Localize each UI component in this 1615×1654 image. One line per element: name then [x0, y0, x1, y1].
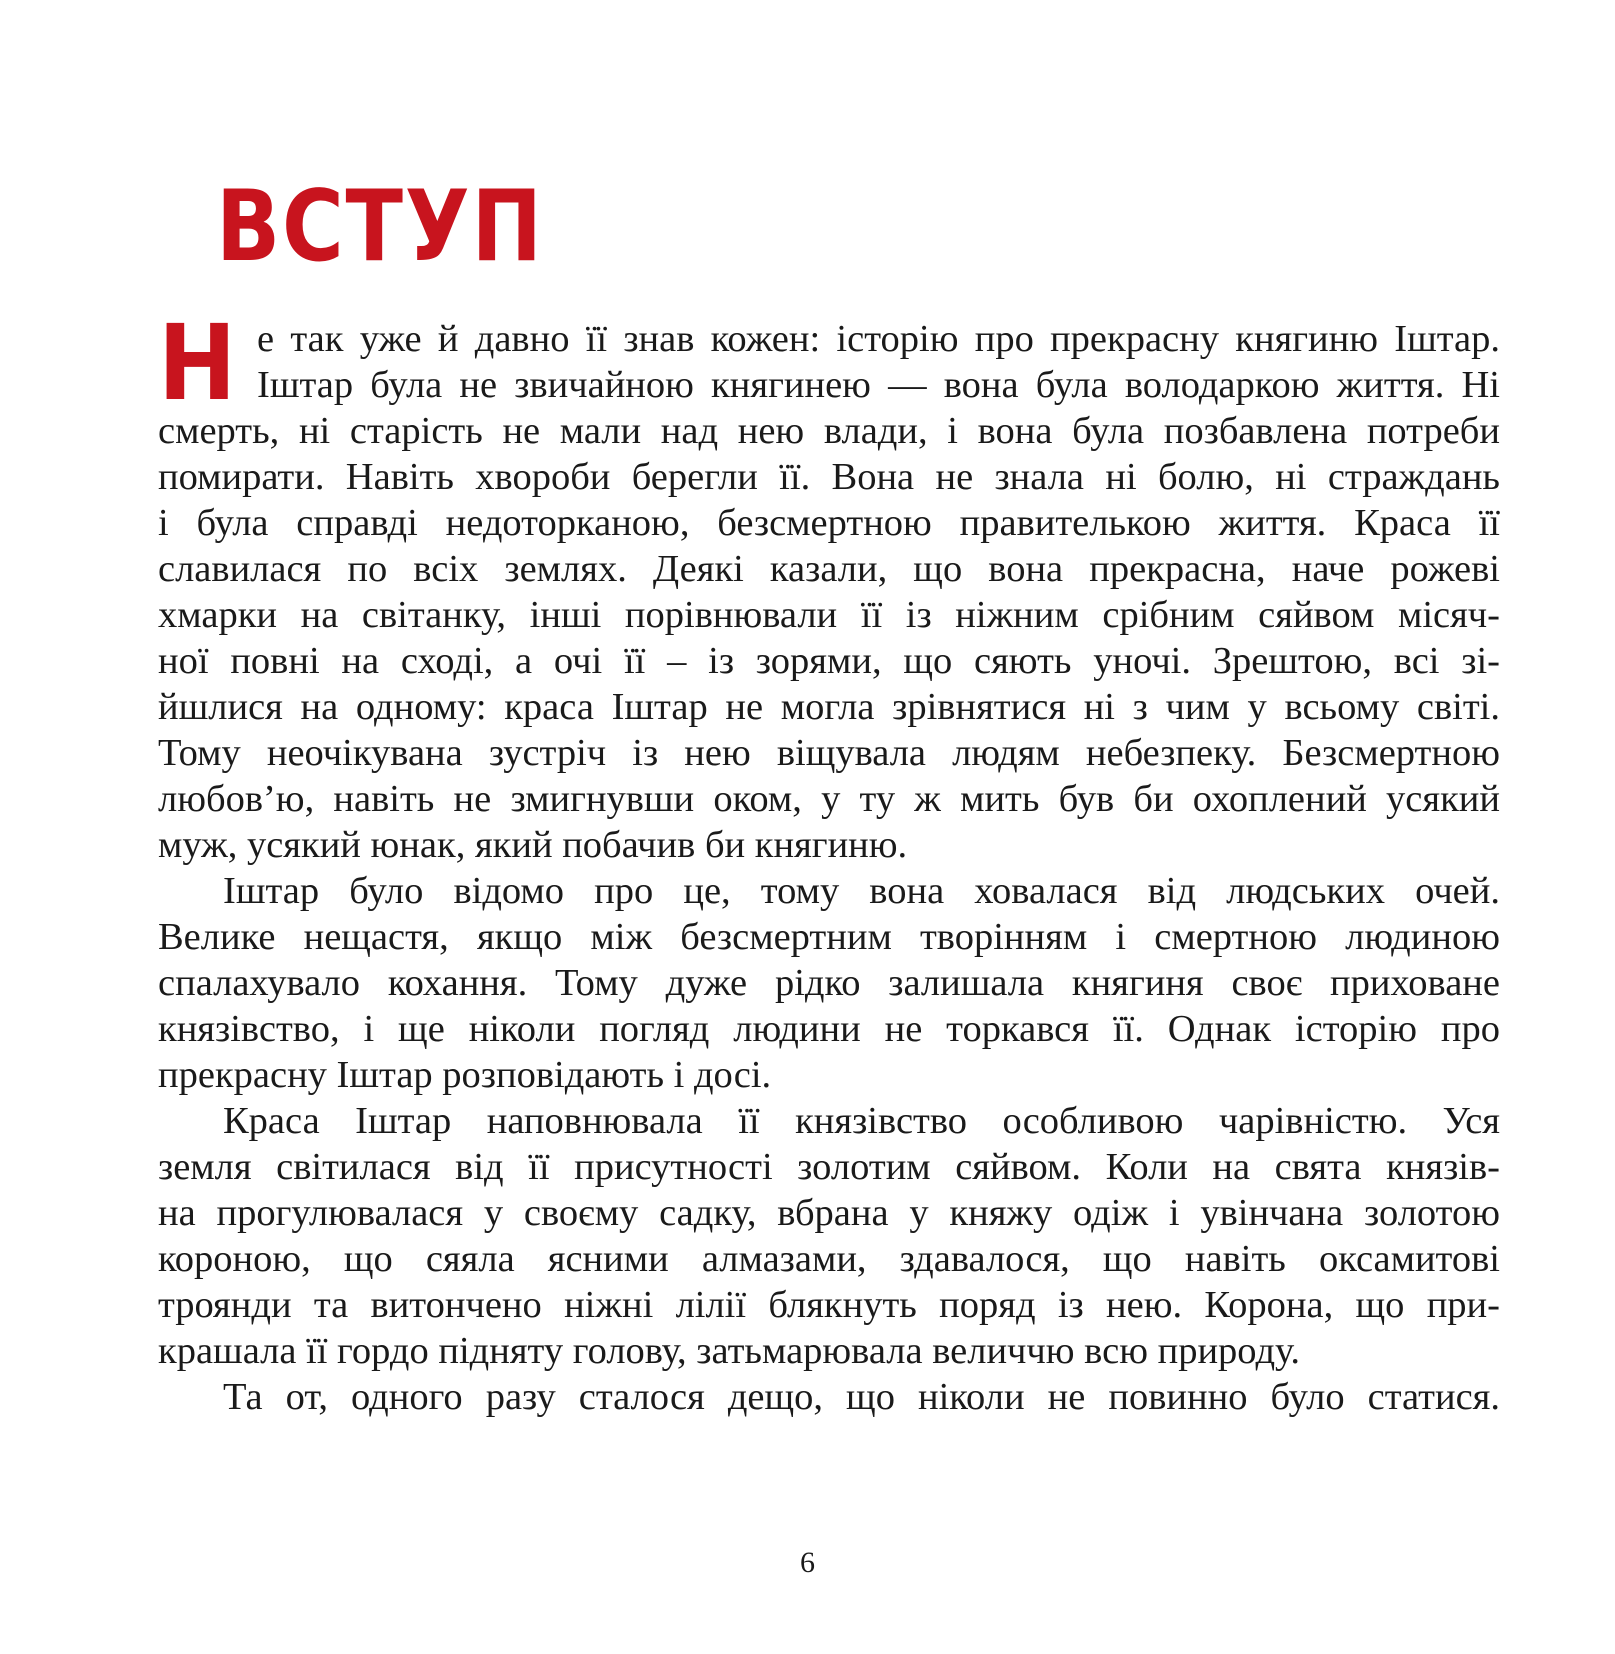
- text-line: е так уже й давно її знав кожен: історію про прекрасну княгиню Іштар.: [257, 318, 1500, 360]
- text-line: Іштар було відомо про це, тому вона ховалася від людських очей.: [223, 870, 1500, 912]
- chapter-title: ВСТУП: [216, 170, 544, 284]
- text-line: Велике нещастя, якщо між безсмертним творінням і смертною людиною: [158, 916, 1500, 958]
- text-line: троянди та витончено ніжні лілії блякнуть поряд із нею. Корона, що при-: [158, 1284, 1500, 1326]
- text-line: помирати. Навіть хвороби берегли її. Вона не знала ні болю, ні страждань: [158, 456, 1500, 498]
- text-line: прекрасну Іштар розповідають і досі.: [158, 1054, 772, 1096]
- text-line: ної повні на сході, а очі її – із зорями, що сяють уночі. Зрештою, всі зі-: [158, 640, 1500, 682]
- text-line: смерть, ні старість не мали над нею влади, і вона була позбавлена потреби: [158, 410, 1500, 452]
- text-line: крашала її гордо підняту голову, затьмарювала величчю всю природу.: [158, 1330, 1301, 1372]
- paragraph-4: [158, 1374, 1500, 1420]
- text-line: на прогулювалася у своєму садку, вбрана у княжу одіж і увінчана золотою: [158, 1192, 1500, 1234]
- text-line: земля світилася від її присутності золотим сяйвом. Коли на свята князів-: [158, 1146, 1500, 1188]
- paragraph-2: [158, 868, 1500, 1098]
- text-line: хмарки на світанку, інші порівнювали її із ніжним срібним сяйвом місяч-: [158, 594, 1500, 636]
- page-number: 6: [800, 1546, 815, 1579]
- text-line: спалахувало кохання. Тому дуже рідко залишала княгиня своє приховане: [158, 962, 1500, 1004]
- text-line: короною, що сяяла ясними алмазами, здавалося, що навіть оксамитові: [158, 1238, 1500, 1280]
- text-line: Іштар була не звичайною княгинею — вона була володаркою життя. Ні: [257, 364, 1500, 406]
- paragraph-1: [158, 302, 1500, 868]
- text-line: Краса Іштар наповнювала її князівство особливою чарівністю. Уся: [223, 1100, 1500, 1142]
- text-line: муж, усякий юнак, який побачив би княгиню.: [158, 824, 908, 866]
- paragraph-3: [158, 1098, 1500, 1374]
- text-line: славилася по всіх землях. Деякі казали, що вона прекрасна, наче рожеві: [158, 548, 1500, 590]
- text-line: Тому неочікувана зустріч із нею віщувала людям небезпеку. Безсмертною: [158, 732, 1500, 774]
- drop-cap: Н: [158, 302, 237, 424]
- body-text: [158, 302, 1500, 1420]
- text-line: князівство, і ще ніколи погляд людини не торкався її. Однак історію про: [158, 1008, 1500, 1050]
- text-line: Та от, одного разу сталося дещо, що ніколи не повинно було статися.: [223, 1376, 1500, 1418]
- text-line: і була справді недоторканою, безсмертною правителькою життя. Краса її: [158, 502, 1500, 544]
- text-line: любов’ю, навіть не змигнувши оком, у ту ж мить був би охоплений усякий: [158, 778, 1500, 820]
- text-line: йшлися на одному: краса Іштар не могла зрівнятися ні з чим у всьому світі.: [158, 686, 1500, 728]
